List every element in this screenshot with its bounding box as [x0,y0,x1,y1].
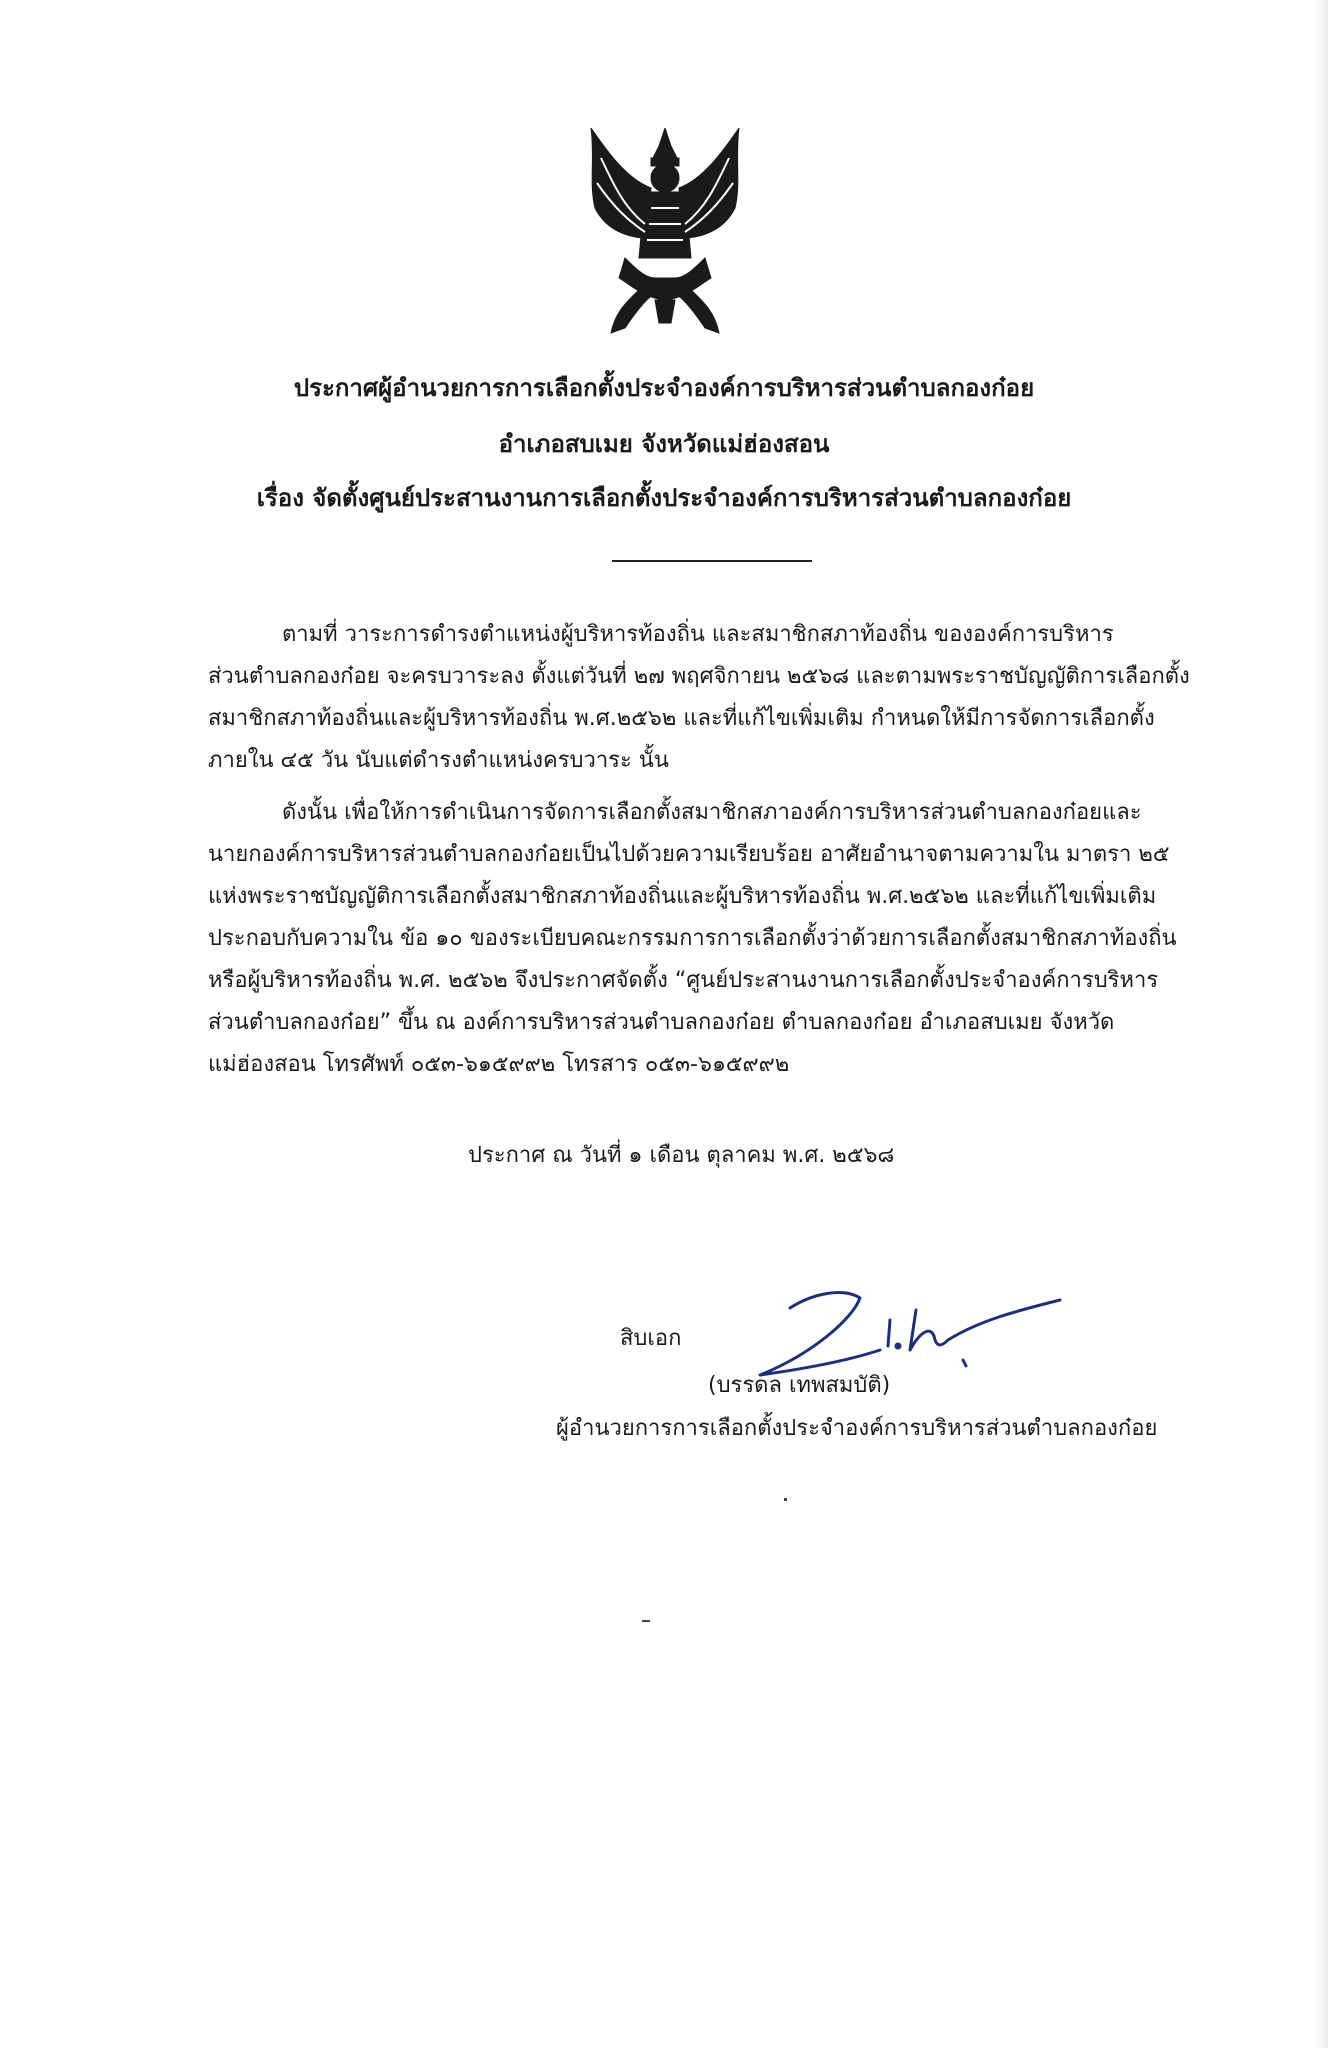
paragraph-2-line: ส่วนตำบลกองก๋อย” ขึ้น ณ องค์การบริหารส่วนตำบลกองก๋อย ตำบลกองก๋อย อำเภอสบเมย จังหวัด [208,1010,1115,1035]
paragraph-2-line: แห่งพระราชบัญญัติการเลือกตั้งสมาชิกสภาท้องถิ่นและผู้บริหารท้องถิ่น พ.ศ.๒๕๖๒ และที่แก้ไขเพิ่มเติม [208,884,1157,909]
announcement-subject: เรื่อง จัดตั้งศูนย์ประสานงานการเลือกตั้งประจำองค์การบริหารส่วนตำบลกองก๋อย [256,484,1072,512]
announcement-title: ประกาศผู้อำนวยการการเลือกตั้งประจำองค์การบริหารส่วนตำบลกองก๋อย [293,374,1035,402]
announcement-date: ประกาศ ณ วันที่ ๑ เดือน ตุลาคม พ.ศ. ๒๕๖๘ [468,1143,895,1168]
paragraph-1-line: สมาชิกสภาท้องถิ่นและผู้บริหารท้องถิ่น พ.ศ.๒๕๖๒ และที่แก้ไขเพิ่มเติม กำหนดให้มีการจัดการเลือกตั้ง [208,706,1155,731]
signer-position: ผู้อำนวยการการเลือกตั้งประจำองค์การบริหารส่วนตำบลกองก๋อย [556,1416,1158,1441]
title-divider [612,560,812,562]
paragraph-2-line: แม่ฮ่องสอน โทรศัพท์ ๐๕๓-๖๑๕๙๙๒ โทรสาร ๐๕๓-๖๑๕๙๙๒ [208,1052,790,1077]
paragraph-1-line: ตามที่ วาระการดำรงตำแหน่งผู้บริหารท้องถิ่น และสมาชิกสภาท้องถิ่น ขององค์การบริหาร [282,622,1114,647]
scan-speck [784,1498,787,1501]
paragraph-1-line: ภายใน ๔๕ วัน นับแต่ดำรงตำแหน่งครบวาระ นั้น [208,748,669,773]
paragraph-2-line: นายกองค์การบริหารส่วนตำบลกองก๋อยเป็นไปด้วยความเรียบร้อย อาศัยอำนาจตามความใน มาตรา ๒๕ [208,842,1170,867]
signer-rank: สิบเอก [620,1326,682,1351]
announcement-district: อำเภอสบเมย จังหวัดแม่ฮ่องสอน [498,430,830,458]
page-edge-shadow [1314,0,1328,2048]
paragraph-2-line: ดังนั้น เพื่อให้การดำเนินการจัดการเลือกตั้งสมาชิกสภาองค์การบริหารส่วนตำบลกองก๋อยและ [282,800,1142,825]
paragraph-1-line: ส่วนตำบลกองก๋อย จะครบวาระลง ตั้งแต่วันที่ ๒๗ พฤศจิกายน ๒๕๖๘ และตามพระราชบัญญัติการเลือกตั้ง [208,664,1190,689]
scan-speck [642,1620,650,1622]
paragraph-2-line: หรือผู้บริหารท้องถิ่น พ.ศ. ๒๕๖๒ จึงประกาศจัดตั้ง “ศูนย์ประสานงานการเลือกตั้งประจำองค์การบริหาร [208,968,1159,993]
garuda-emblem [585,128,745,338]
paragraph-2-line: ประกอบกับความใน ข้อ ๑๐ ของระเบียบคณะกรรมการการเลือกตั้งว่าด้วยการเลือกตั้งสมาชิกสภาท้องถิ่น [208,926,1177,951]
signer-name: (บรรดล เทพสมบัติ) [708,1373,891,1398]
